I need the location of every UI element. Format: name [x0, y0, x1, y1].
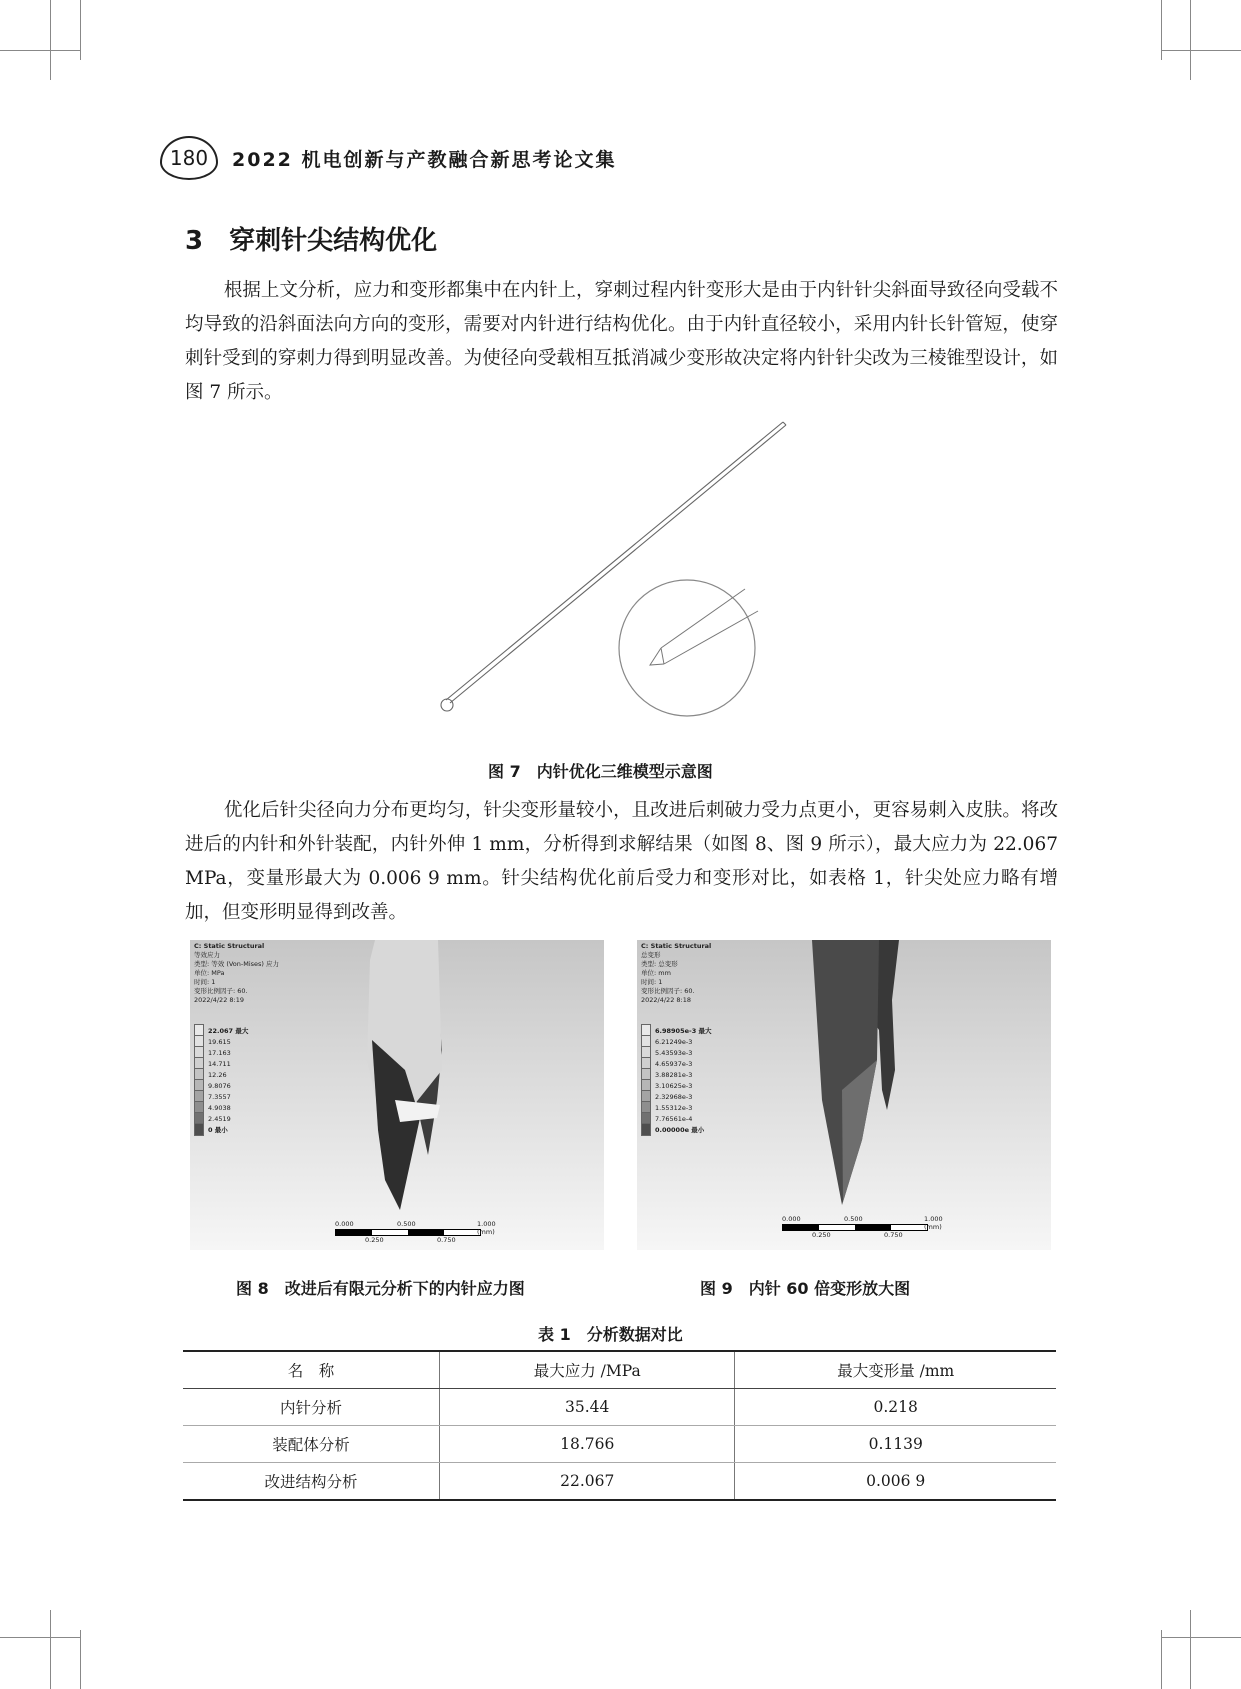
figure-8-stress-plot	[190, 940, 604, 1250]
figure-7-needle-model	[440, 415, 800, 725]
table-row	[183, 1426, 1056, 1463]
crop-mark	[50, 0, 51, 80]
table-cell: 0.006 9	[735, 1463, 1056, 1501]
crop-mark	[50, 1610, 51, 1689]
comparison-table	[183, 1350, 1056, 1501]
needle-hub-circle	[441, 699, 453, 711]
fem-legend-header: C: Static Structural 等效应力 类型: 等效 (Von-Mises) 应力 单位: MPa 时间: 1 变形比例因子: 60. 2022/4/22 8:19	[194, 942, 280, 1004]
paragraph-1: 根据上文分析，应力和变形都集中在内针上，穿刺过程内针变形大是由于内针针尖斜面导致径向受载不均导致的沿斜面法向方向的变形，需要对内针进行结构优化。由于内针直径较小，采用内针长针管短，使穿刺针受到的穿刺力得到明显改善。为使径向受载相互抵消减少变形故决定将内针针尖改为三棱锥型设计，如图 7 所示。	[185, 280, 1058, 403]
table-cell: 0.218	[735, 1389, 1056, 1426]
column-header: 名 称	[183, 1351, 440, 1389]
figure-9-caption: 图 9 内针 60 倍变形放大图	[700, 1279, 911, 1298]
fem-color-legend: 22.067 最大 19.615 17.163 14.711 12.26 9.8076 7.3557 4.9038 2.4519 0 最小	[194, 1025, 248, 1135]
table-cell: 装配体分析	[183, 1426, 440, 1463]
table-cell: 内针分析	[183, 1389, 440, 1426]
fem-color-legend: 6.98905e-3 最大 6.21249e-3 5.43593e-3 4.65937e-3 3.88281e-3 3.10625e-3 2.32968e-3 1.55312e-3 7.76561e-4 0.00000e 最小	[641, 1025, 712, 1135]
column-header: 最大变形量 /mm	[735, 1351, 1056, 1389]
table-1-caption: 表 1 分析数据对比	[538, 1325, 683, 1344]
table-cell: 改进结构分析	[183, 1463, 440, 1501]
figure-8-caption: 图 8 改进后有限元分析下的内针应力图	[236, 1279, 525, 1298]
crop-mark	[1161, 1630, 1162, 1689]
figure-9-deformation-plot	[637, 940, 1051, 1250]
crop-mark	[1190, 0, 1191, 80]
table-header-row	[183, 1351, 1056, 1389]
fem-scale-bar: 0.000 0.500 1.000 (mm) 0.250 0.750	[782, 1215, 943, 1239]
crop-mark	[0, 50, 80, 51]
figure-7-caption: 图 7 内针优化三维模型示意图	[488, 762, 713, 781]
crop-mark	[1161, 0, 1162, 60]
table-cell: 22.067	[440, 1463, 735, 1501]
crop-mark	[1190, 1610, 1191, 1689]
table-cell: 18.766	[440, 1426, 735, 1463]
table-cell: 0.1139	[735, 1426, 1056, 1463]
crop-mark	[1161, 1637, 1241, 1638]
fem-legend-header: C: Static Structural 总变形 类型: 总变形 单位: mm 时间: 1 变形比例因子: 60. 2022/4/22 8:18	[641, 942, 712, 1004]
fem-scale-bar: 0.000 0.500 1.000 (mm) 0.250 0.750	[335, 1220, 496, 1244]
crop-mark	[1161, 50, 1241, 51]
page-number: 180	[160, 136, 218, 180]
table-cell: 35.44	[440, 1389, 735, 1426]
detail-zoom-circle	[619, 580, 755, 716]
paragraph-2: 优化后针尖径向力分布更均匀，针尖变形量较小，且改进后刺破力受力点更小，更容易刺入皮肤。将改进后的内针和外针装配，内针外伸 1 mm，分析得到求解结果（如图 8、图 9 所示），最大应力为 22.067 MPa，变量形最大为 0.006 9 mm。针尖结构优化前后受力和变形对比，如表格 1，针尖处应力略有增加，但变形明显得到改善。	[185, 800, 1058, 923]
table-row	[183, 1463, 1056, 1501]
book-title: 2022 机电创新与产教融合新思考论文集	[232, 148, 617, 171]
crop-mark	[80, 1630, 81, 1689]
table-row	[183, 1389, 1056, 1426]
crop-mark	[0, 1637, 80, 1638]
running-header	[160, 138, 617, 178]
section-title: 3 穿刺针尖结构优化	[185, 226, 438, 256]
column-header: 最大应力 /MPa	[440, 1351, 735, 1389]
crop-mark	[80, 0, 81, 60]
